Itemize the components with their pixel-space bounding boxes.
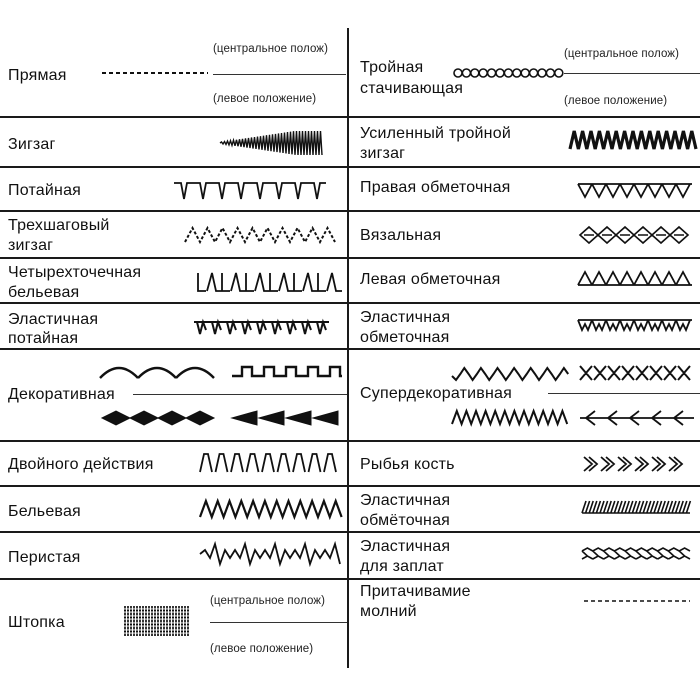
position-line — [210, 622, 347, 623]
label-three-step-1: Трехшаговый — [8, 217, 110, 234]
decorative-wedge-icon — [230, 408, 342, 428]
position-center-note: (центральное полож) — [564, 48, 680, 60]
right-overlock-stitch-icon — [576, 180, 694, 200]
decorative-greek-key-icon — [230, 362, 342, 382]
four-point-stitch-icon — [196, 269, 348, 295]
row-divider — [0, 257, 347, 259]
row-divider — [349, 116, 700, 118]
left-overlock-stitch-icon — [576, 268, 694, 288]
label-zigzag: Зигзаг — [8, 136, 56, 153]
label-zipper-1: Притачивамие — [360, 583, 471, 600]
knit-stitch-icon — [578, 224, 690, 246]
label-elastic-blind-2: потайная — [8, 330, 79, 347]
super-decorative-cross-icon — [578, 362, 696, 384]
row-divider — [349, 166, 700, 168]
row-divider — [349, 440, 700, 442]
super-decorative-arrow-icon — [578, 408, 696, 428]
row-divider — [0, 166, 347, 168]
label-elastic-overlock2-2: обмёточная — [360, 512, 451, 529]
label-reinforced-zigzag-2: зигзаг — [360, 145, 406, 162]
label-zipper-2: молний — [360, 603, 417, 620]
row-divider — [349, 210, 700, 212]
label-triple-straight-2: стачивающая — [360, 80, 464, 97]
three-step-zigzag-icon — [183, 224, 343, 246]
label-elastic-overlock-2: обметочная — [360, 329, 450, 346]
label-knit: Вязальная — [360, 227, 442, 244]
label-elastic-overlock2-1: Эластичная — [360, 492, 451, 509]
label-straight: Прямая — [8, 67, 67, 84]
elastic-overlock2-stitch-icon — [580, 498, 692, 516]
triple-straight-stitch-icon — [452, 67, 564, 79]
row-divider — [0, 485, 347, 487]
row-divider — [0, 578, 347, 580]
label-left-overlock: Левая обметочная — [360, 271, 501, 288]
elastic-overlock-stitch-icon — [576, 316, 694, 336]
label-reinforced-zigzag-1: Усиленный тройной — [360, 125, 511, 142]
straight-stitch-icon — [100, 66, 210, 80]
label-elastic-overlock-1: Эластичная — [360, 309, 451, 326]
label-elastic-blind-1: Эластичная — [8, 311, 99, 328]
label-blind: Потайная — [8, 182, 82, 199]
row-divider — [0, 348, 347, 350]
row-divider — [349, 578, 700, 580]
position-center-note: (центральное полож) — [210, 595, 326, 607]
reinforced-zigzag-icon — [568, 128, 696, 152]
row-divider — [349, 531, 700, 533]
super-decorative-center-line — [548, 393, 700, 394]
label-elastic-patch-2: для заплат — [360, 558, 444, 575]
label-triple-straight-1: Тройная — [360, 59, 424, 76]
label-four-point-1: Четырехточечная — [8, 264, 142, 281]
position-center-note: (центральное полож) — [213, 43, 329, 55]
super-decorative-zigzag-icon — [450, 408, 570, 428]
label-lingerie: Бельевая — [8, 503, 81, 520]
decorative-center-line — [133, 394, 347, 395]
zipper-stitch-icon — [582, 594, 692, 608]
position-left-note: (левое положение) — [213, 93, 317, 105]
double-action-stitch-icon — [198, 450, 344, 476]
label-double-action: Двойного действия — [8, 456, 154, 473]
row-divider — [349, 257, 700, 259]
label-right-overlock: Правая обметочная — [360, 179, 511, 196]
label-four-point-2: бельевая — [8, 284, 80, 301]
decorative-diamond-icon — [98, 408, 218, 428]
row-divider — [0, 116, 347, 118]
label-super-decorative: Супердекоративная — [360, 385, 512, 402]
elastic-patch-stitch-icon — [580, 545, 692, 565]
label-elastic-patch-1: Эластичная — [360, 538, 451, 555]
row-divider — [349, 485, 700, 487]
position-line — [213, 74, 346, 75]
row-divider — [349, 302, 700, 304]
darning-stitch-icon — [122, 604, 192, 638]
label-decorative: Декоративная — [8, 386, 115, 403]
label-feather: Перистая — [8, 549, 81, 566]
row-divider — [0, 440, 347, 442]
row-divider — [349, 348, 700, 350]
zigzag-stitch-icon — [218, 128, 322, 158]
label-darning: Штопка — [8, 614, 65, 631]
feather-stitch-icon — [198, 542, 344, 566]
super-decorative-wave-icon — [450, 362, 570, 384]
blind-stitch-icon — [172, 180, 328, 202]
decorative-scallop-icon — [98, 358, 218, 384]
label-three-step-2: зигзаг — [8, 237, 54, 254]
position-line — [564, 73, 700, 74]
position-left-note: (левое положение) — [210, 643, 314, 655]
label-fishbone: Рыбья кость — [360, 456, 455, 473]
row-divider — [0, 210, 347, 212]
elastic-blind-stitch-icon — [192, 316, 330, 338]
lingerie-stitch-icon — [198, 498, 344, 520]
row-divider — [0, 302, 347, 304]
row-divider — [0, 531, 347, 533]
position-left-note: (левое положение) — [564, 95, 668, 107]
fishbone-stitch-icon — [582, 454, 690, 474]
